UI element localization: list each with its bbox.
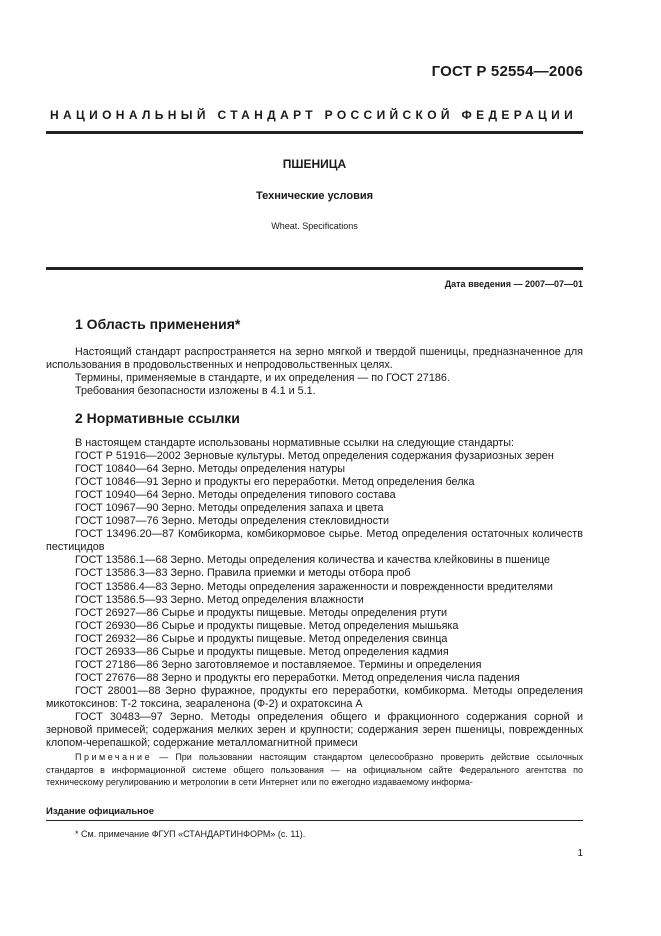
gost-number: ГОСТ Р 52554—2006 — [431, 63, 583, 80]
scope-paragraph: Настоящий стандарт распространяется на зерно мягкой и твердой пшеницы, предназначенное для использования в продовольственных и непродовольственных целях. — [46, 346, 583, 371]
footnote: * См. примечание ФГУП «СТАНДАРТИНФОРМ» (с. 11). — [75, 829, 306, 839]
reference-item: ГОСТ 28001—88 Зерно фуражное, продукты его переработки, комбикорма. Методы определения микотоксинов: Т-2 токсина, зеараленона (Ф-2) и охратоксина А — [46, 684, 583, 710]
references-intro: В настоящем стандарте использованы нормативные ссылки на следующие стандарты: — [75, 437, 514, 449]
top-divider — [46, 131, 583, 134]
reference-item: ГОСТ 10940—64 Зерно. Методы определения типового состава — [75, 489, 396, 502]
page-number: 1 — [577, 848, 583, 859]
reference-item: ГОСТ 10987—76 Зерно. Методы определения стекловидности — [75, 515, 390, 528]
english-title: Wheat. Specifications — [271, 221, 358, 231]
note-label: Примечание — [75, 752, 153, 762]
reference-item: ГОСТ 13586.3—83 Зерно. Правила приемки и методы отбора проб — [75, 567, 411, 580]
reference-item: ГОСТ 10840—64 Зерно. Методы определения натуры — [75, 463, 345, 476]
section-2-heading: 2 Нормативные ссылки — [75, 410, 240, 426]
reference-item: ГОСТ 26933—86 Сырье и продукты пищевые. Метод определения кадмия — [75, 645, 449, 658]
document-title: ПШЕНИЦА — [282, 157, 347, 171]
reference-item: ГОСТ 27676—88 Зерно и продукты его переработки. Метод определения числа падения — [75, 671, 520, 684]
reference-item: ГОСТ 13586.1—68 Зерно. Методы определения количества и качества клейковины в пшенице — [75, 554, 550, 567]
reference-item: ГОСТ 26927—86 Сырье и продукты пищевые. Методы определения ртути — [75, 606, 448, 619]
reference-item: ГОСТ 30483—97 Зерно. Методы определения общего и фракционного содержания сорной и зерновой примесей; содержания мелких зерен и крупности; содержания зерен пшеницы, поврежденных клопом-черепашкой; содержание металломагнитной примеси — [46, 710, 583, 750]
references-list — [46, 437, 583, 750]
title-divider — [46, 267, 583, 270]
reference-item: ГОСТ 13586.5—93 Зерно. Метод определения влажности — [75, 593, 364, 606]
document-subtitle: Технические условия — [255, 190, 374, 202]
terms-paragraph: Термины, применяемые в стандарте, и их определения — по ГОСТ 27186. — [75, 372, 450, 384]
note-text: — При пользовании настоящим стандартом целесообразно проверить действие ссылочных стандартов в информационной системе общего пользования — на официальном сайте Федерального агентства по техническому регулированию и метрологии в сети Интернет или по ежегодно издаваемому информа- — [46, 752, 583, 787]
note-paragraph — [46, 751, 583, 789]
introduction-date: Дата введения — 2007—07—01 — [444, 279, 583, 289]
safety-paragraph: Требования безопасности изложены в 4.1 и 5.1. — [75, 385, 316, 397]
official-edition-label: Издание официальное — [46, 806, 154, 817]
reference-item: ГОСТ 26932—86 Сырье и продукты пищевые. Метод определения свинца — [75, 632, 448, 645]
footnote-divider — [46, 820, 583, 821]
standard-banner: НАЦИОНАЛЬНЫЙ СТАНДАРТ РОССИЙСКОЙ ФЕДЕРАЦИИ — [50, 108, 578, 122]
reference-item: ГОСТ 10967—90 Зерно. Методы определения запаха и цвета — [75, 502, 384, 515]
reference-item: ГОСТ 26930—86 Сырье и продукты пищевые. Метод определения мышьяка — [75, 619, 459, 632]
reference-item: ГОСТ 10846—91 Зерно и продукты его переработки. Метод определения белка — [75, 476, 475, 489]
section-1-heading: 1 Область применения* — [75, 316, 241, 332]
reference-item: ГОСТ 13586.4—83 Зерно. Методы определения зараженности и поврежденности вредителями — [75, 580, 553, 593]
reference-item: ГОСТ Р 51916—2002 Зерновые культуры. Метод определения содержания фузариозных зерен — [75, 450, 554, 463]
reference-item: ГОСТ 27186—86 Зерно заготовляемое и поставляемое. Термины и определения — [75, 658, 482, 671]
reference-item: ГОСТ 13496.20—87 Комбикорма, комбикормовое сырье. Метод определения остаточных количеств пестицидов — [46, 528, 583, 554]
